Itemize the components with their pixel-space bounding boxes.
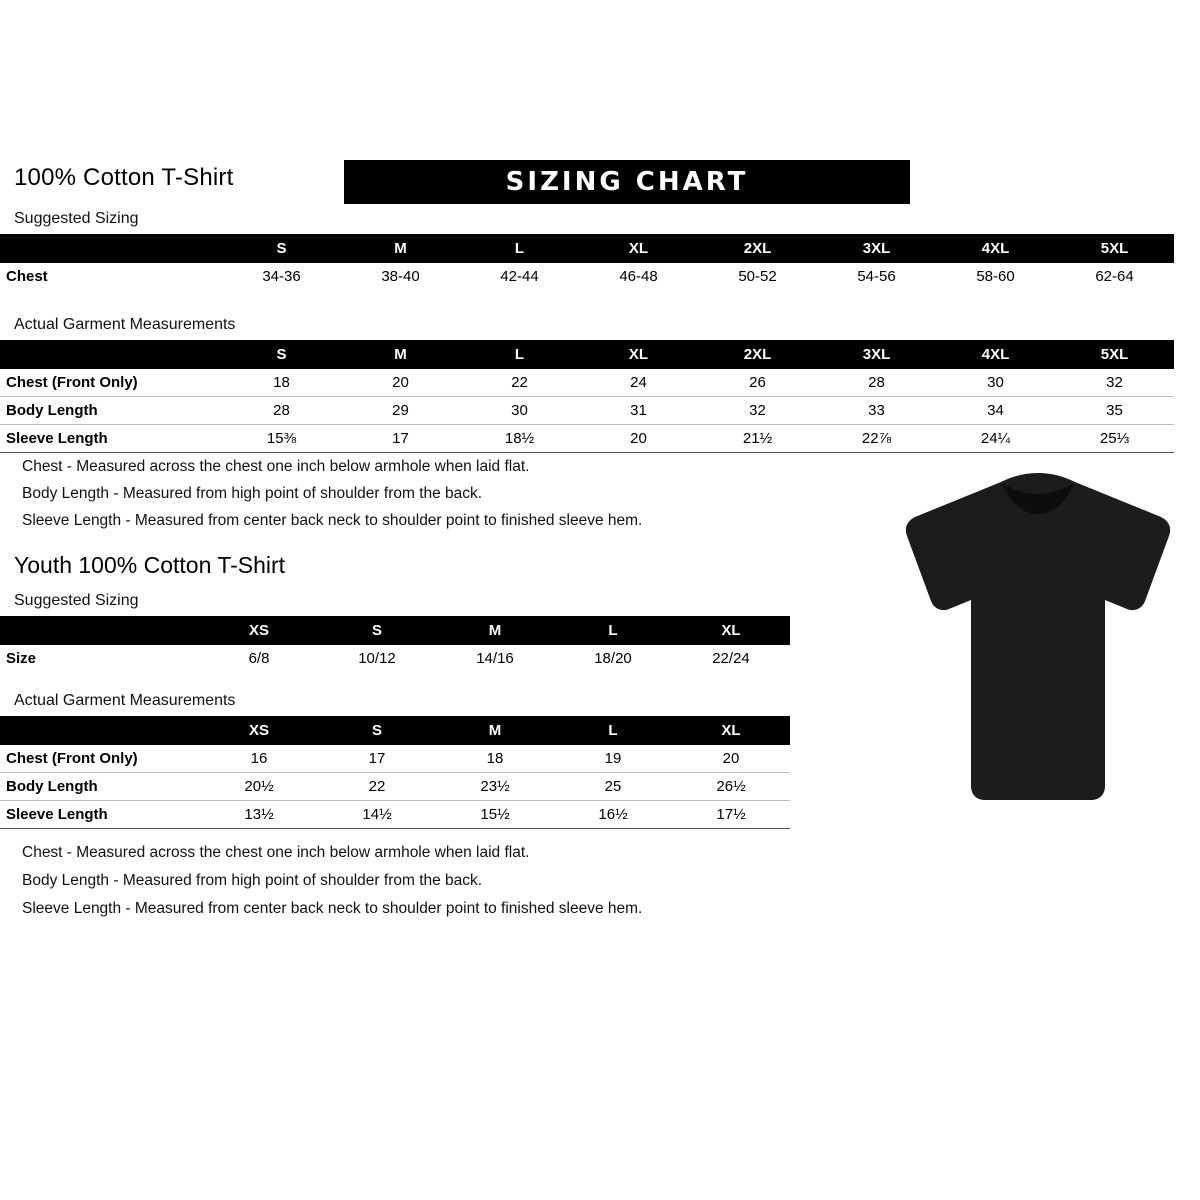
column-header: S: [222, 234, 341, 263]
column-header: M: [341, 234, 460, 263]
cell: 29: [341, 397, 460, 425]
cell: 28: [222, 397, 341, 425]
column-header: M: [436, 616, 554, 645]
cell: 32: [1055, 369, 1174, 397]
column-header: XL: [579, 340, 698, 369]
cell: 15½: [436, 801, 554, 829]
table-row: [0, 263, 1174, 290]
column-header: XL: [672, 616, 790, 645]
cell: 58-60: [936, 263, 1055, 290]
table-row: [0, 745, 790, 773]
adult-actual-measurements-label: Actual Garment Measurements: [14, 316, 236, 333]
cell: 25: [554, 773, 672, 801]
row-label: Chest (Front Only): [0, 369, 222, 397]
cell: 33: [817, 397, 936, 425]
cell: 34-36: [222, 263, 341, 290]
youth-suggested-sizing-table: [0, 616, 790, 672]
row-label: Chest (Front Only): [0, 745, 200, 773]
column-header: [0, 234, 222, 263]
tshirt-graphic: [893, 470, 1183, 810]
adult-actual-measurements-table: [0, 340, 1174, 453]
cell: 18/20: [554, 645, 672, 672]
cell: 22: [318, 773, 436, 801]
column-header: [0, 616, 200, 645]
column-header: S: [318, 716, 436, 745]
row-label: Chest: [0, 263, 222, 290]
cell: 20: [672, 745, 790, 773]
column-header: XS: [200, 716, 318, 745]
cell: 21½: [698, 425, 817, 453]
cell: 20: [341, 369, 460, 397]
cell: 24: [579, 369, 698, 397]
header: [14, 160, 1184, 204]
page-title: 100% Cotton T-Shirt: [14, 164, 234, 191]
adult-suggested-sizing-label: Suggested Sizing: [14, 210, 139, 227]
cell: 34: [936, 397, 1055, 425]
cell: 18½: [460, 425, 579, 453]
cell: 18: [222, 369, 341, 397]
column-header: 5XL: [1055, 234, 1174, 263]
cell: 24¼: [936, 425, 1055, 453]
cell: 20½: [200, 773, 318, 801]
adult-note-chest: Chest - Measured across the chest one inch below armhole when laid flat.: [22, 458, 530, 475]
cell: 25⅓: [1055, 425, 1174, 453]
youth-note-chest: Chest - Measured across the chest one inch below armhole when laid flat.: [22, 844, 530, 861]
adult-note-body-length: Body Length - Measured from high point of shoulder from the back.: [22, 485, 483, 502]
column-header: XL: [579, 234, 698, 263]
column-header: 2XL: [698, 234, 817, 263]
column-header: L: [554, 616, 672, 645]
row-label: Body Length: [0, 773, 200, 801]
table-row: [0, 773, 790, 801]
table-row: [0, 645, 790, 672]
column-header: [0, 716, 200, 745]
youth-actual-measurements-label: Actual Garment Measurements: [14, 692, 236, 709]
table-row: [0, 369, 1174, 397]
youth-suggested-sizing-label: Suggested Sizing: [14, 592, 139, 609]
column-header: S: [222, 340, 341, 369]
column-header: S: [318, 616, 436, 645]
cell: 15⅜: [222, 425, 341, 453]
column-header: 2XL: [698, 340, 817, 369]
cell: 62-64: [1055, 263, 1174, 290]
sizing-chart-banner-label: SIZING CHART: [505, 167, 749, 197]
cell: 46-48: [579, 263, 698, 290]
cell: 54-56: [817, 263, 936, 290]
row-label: Size: [0, 645, 200, 672]
cell: 6/8: [200, 645, 318, 672]
column-header: M: [436, 716, 554, 745]
table-row: [0, 801, 790, 829]
cell: 23½: [436, 773, 554, 801]
column-header: 4XL: [936, 234, 1055, 263]
cell: 17: [341, 425, 460, 453]
column-header: XL: [672, 716, 790, 745]
row-label: Sleeve Length: [0, 425, 222, 453]
youth-section-title: Youth 100% Cotton T-Shirt: [14, 552, 286, 578]
row-label: Sleeve Length: [0, 801, 200, 829]
table-row: [0, 397, 1174, 425]
column-header: XS: [200, 616, 318, 645]
cell: 42-44: [460, 263, 579, 290]
cell: 30: [936, 369, 1055, 397]
youth-actual-measurements-table: [0, 716, 790, 829]
adult-suggested-sizing-table: [0, 234, 1174, 290]
cell: 16½: [554, 801, 672, 829]
cell: 38-40: [341, 263, 460, 290]
cell: 22⅞: [817, 425, 936, 453]
cell: 50-52: [698, 263, 817, 290]
cell: 22: [460, 369, 579, 397]
cell: 10/12: [318, 645, 436, 672]
column-header: 3XL: [817, 340, 936, 369]
cell: 31: [579, 397, 698, 425]
column-header: L: [554, 716, 672, 745]
cell: 14½: [318, 801, 436, 829]
cell: 35: [1055, 397, 1174, 425]
column-header: [0, 340, 222, 369]
cell: 13½: [200, 801, 318, 829]
youth-note-body-length: Body Length - Measured from high point of shoulder from the back.: [22, 872, 483, 889]
cell: 20: [579, 425, 698, 453]
table-header-row: [0, 340, 1174, 369]
table-row: [0, 425, 1174, 453]
cell: 17½: [672, 801, 790, 829]
cell: 32: [698, 397, 817, 425]
cell: 26: [698, 369, 817, 397]
cell: 16: [200, 745, 318, 773]
column-header: M: [341, 340, 460, 369]
cell: 18: [436, 745, 554, 773]
adult-note-sleeve-length: Sleeve Length - Measured from center back neck to shoulder point to finished sleeve hem.: [22, 512, 643, 529]
column-header: L: [460, 234, 579, 263]
cell: 17: [318, 745, 436, 773]
cell: 19: [554, 745, 672, 773]
cell: 22/24: [672, 645, 790, 672]
cell: 26½: [672, 773, 790, 801]
tshirt-icon: [893, 470, 1183, 810]
row-label: Body Length: [0, 397, 222, 425]
table-header-row: [0, 616, 790, 645]
cell: 30: [460, 397, 579, 425]
column-header: 4XL: [936, 340, 1055, 369]
youth-note-sleeve-length: Sleeve Length - Measured from center back neck to shoulder point to finished sleeve hem.: [22, 900, 643, 917]
table-header-row: [0, 234, 1174, 263]
column-header: 5XL: [1055, 340, 1174, 369]
column-header: 3XL: [817, 234, 936, 263]
cell: 14/16: [436, 645, 554, 672]
cell: 28: [817, 369, 936, 397]
sizing-chart-banner: [344, 160, 910, 204]
table-header-row: [0, 716, 790, 745]
column-header: L: [460, 340, 579, 369]
